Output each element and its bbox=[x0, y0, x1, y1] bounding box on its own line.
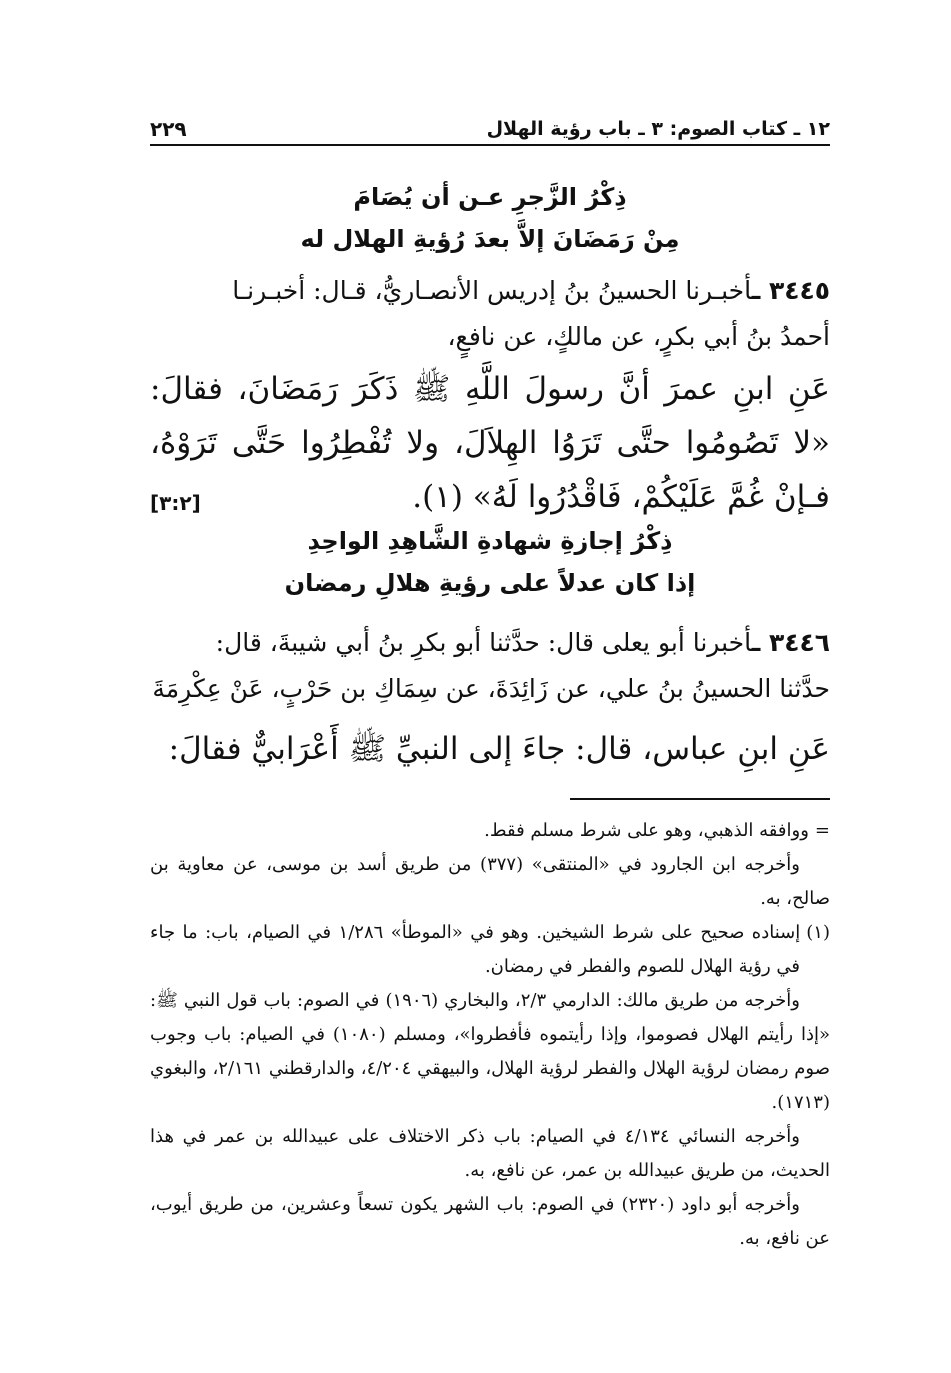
hadith-3446-isnad-line2: حدَّثنا الحسينُ بنُ علي، عن زَائِدَةَ، عن سِمَاكِ بن حَرْبٍ، عَنْ عِكْرِمَةَ bbox=[152, 674, 830, 703]
header-rule bbox=[150, 144, 830, 146]
book-page bbox=[150, 100, 830, 1340]
hadith-number-3446: ٣٤٤٦ ـ bbox=[751, 628, 830, 657]
footnote-1-p3: وأخرجه النسائي ٤/١٣٤ في الصيام: باب ذكر الاختلاف على عبيدالله بن عمر في هذا الحديث، من طريق عبيدالله بن عمر، عن نافع، به. bbox=[150, 1126, 830, 1181]
page-number: ٢٢٩ bbox=[150, 117, 187, 141]
hadith-3446-isnad-line1: أخبرنا أبو يعلى قال: حدَّثنا أبو بكرِ بنُ أبي شيبةَ، قال: bbox=[215, 628, 752, 657]
continuation-mark: = bbox=[814, 820, 830, 841]
footnote-continuation-p2: وأخرجه ابن الجارود في «المنتقى» (٣٧٧) من طريق أسد بن موسى، عن معاوية بن صالح، به. bbox=[150, 854, 830, 909]
chapter-heading-2-line1: ذِكْرُ إجازةِ شهادةِ الشَّاهِدِ الواحِدِ bbox=[307, 527, 673, 555]
hadith-3446-matn-text: عَنِ ابنِ عباس، قال: جاءَ إلى النبيِّ ﷺ أَعْرَابيٌّ فقالَ: bbox=[168, 731, 830, 767]
footnote-separator bbox=[570, 798, 830, 800]
hadith-3446-isnad bbox=[150, 620, 830, 712]
footnote-1 bbox=[150, 916, 830, 984]
running-title: ١٢ ـ كتاب الصوم: ٣ ـ باب رؤية الهلال bbox=[486, 118, 830, 140]
chapter-heading-1-line2: مِنْ رَمَضَانَ إلاَّ بعدَ رُؤيةِ الهلال له bbox=[300, 225, 680, 253]
hadith-3445-reference: [٣:٢] bbox=[150, 491, 201, 515]
chapter-heading-2-line2: إذا كان عدلاً على رؤيةِ هلالِ رمضان bbox=[284, 569, 696, 597]
footnote-1-p2: وأخرجه من طريق مالك: الدارمي ٢/٣، والبخاري (١٩٠٦) في الصوم: باب قول النبي ﷺ: «إذا رأيتم الهلال فصوموا، وإذا رأيتموه فأفطروا»، ومسلم (١٠٨٠) في الصيام: باب وجوب صوم رمضان لرؤية الهلال والفطر لرؤية الهلال، والبيهقي ٤/٢٠٤، والدارقطني ٢/١٦١، والبغوي (١٧١٣). bbox=[150, 990, 831, 1113]
footnote-1-p4: وأخرجه أبو داود (٢٣٢٠) في الصوم: باب الشهر يكون تسعاً وعشرين، من طريق أيوب، عن نافع، به. bbox=[150, 1194, 830, 1249]
hadith-number-3445: ٣٤٤٥ ـ bbox=[751, 276, 830, 305]
footnote-continuation-text: ووافقه الذهبي، وهو على شرط مسلم فقط. bbox=[484, 820, 809, 841]
footnote-1-text: إسناده صحيح على شرط الشيخين. وهو في «الموطأ» ١/٢٨٦ في الصيام، باب: ما جاء في رؤية الهلال للصوم والفطر في رمضان. bbox=[150, 922, 801, 977]
chapter-heading-1-line1: ذِكْرُ الزَّجرِ عـن أن يُصَامَ bbox=[353, 183, 627, 211]
chapter-heading-2 bbox=[150, 520, 830, 604]
footnotes bbox=[150, 814, 830, 1256]
footnote-continuation bbox=[150, 814, 830, 848]
hadith-3445-matn bbox=[150, 362, 830, 530]
hadith-3445-isnad bbox=[150, 268, 830, 360]
footnote-1-mark: (١) bbox=[806, 922, 830, 943]
hadith-3445-isnad-line1: أخبـرنا الحسينُ بنُ إدريس الأنصـاريُّ، قـال: أخبـرنـا bbox=[232, 276, 752, 305]
page-header bbox=[150, 114, 830, 144]
hadith-3445-isnad-line2: أحمدُ بنُ أبي بكرٍ، عن مالكٍ، عن نافعٍ، bbox=[447, 322, 830, 351]
hadith-3446-matn bbox=[150, 722, 830, 776]
chapter-heading-1 bbox=[150, 176, 830, 260]
hadith-3445-matn-text: عَنِ ابنِ عمرَ أنَّ رسولَ اللَّهِ ﷺ ذَكَرَ رَمَضَانَ، فقالَ: «لا تَصُومُوا حتَّى تَرَوُا الهِلاَلَ، ولا تُفْطِرُوا حَتَّى تَرَوْهُ، فـإنْ غُمَّ عَلَيْكُمْ، فَاقْدُرُوا لَهُ» (١). bbox=[150, 371, 830, 515]
